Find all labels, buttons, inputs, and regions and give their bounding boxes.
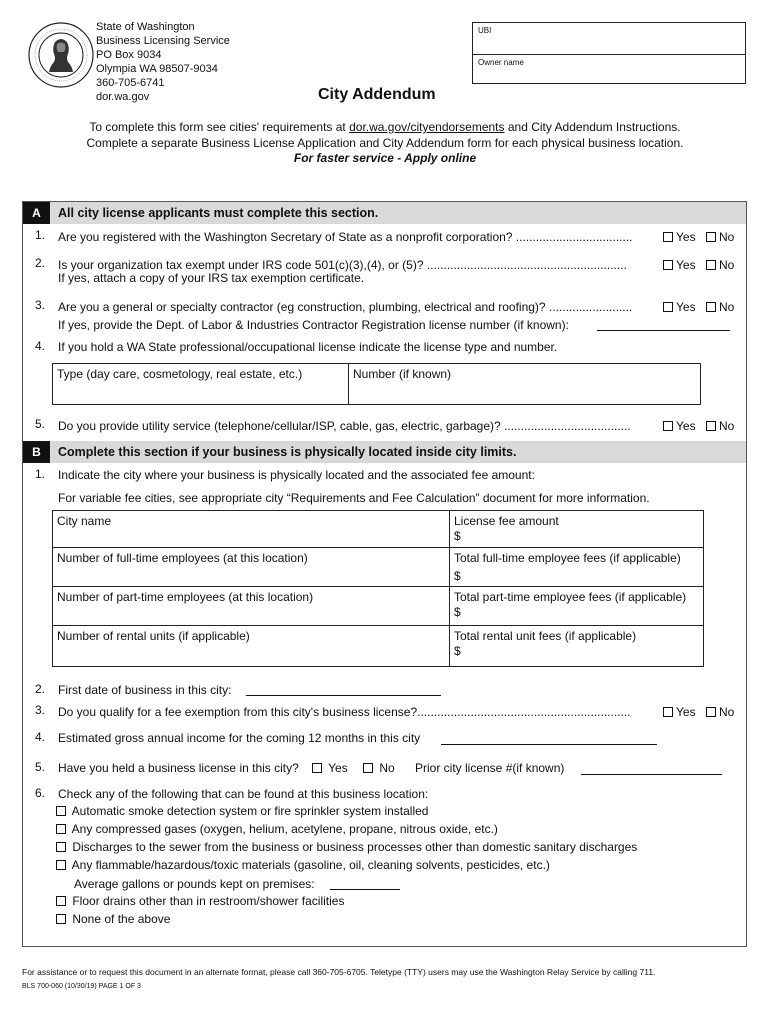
question-b6: Check any of the following that can be found at this business location: bbox=[58, 787, 429, 801]
full-time-employees-field[interactable] bbox=[52, 547, 450, 587]
b5-no-option[interactable] bbox=[363, 761, 395, 775]
section-b-letter: B bbox=[23, 441, 50, 463]
a1-yes-option[interactable] bbox=[663, 230, 696, 244]
intro-line-2: Complete a separate Business License Application and City Addendum form for each physical business location. bbox=[86, 136, 684, 150]
city-fee-table bbox=[52, 510, 704, 667]
question-number: 5. bbox=[35, 417, 46, 431]
b3-yes-checkbox[interactable] bbox=[663, 707, 673, 717]
ubi-owner-box bbox=[472, 22, 746, 84]
option-label: Automatic smoke detection system or fire sprinkler system installed bbox=[71, 804, 429, 818]
option-floor-drains[interactable] bbox=[56, 894, 344, 908]
option-smoke-detection[interactable] bbox=[56, 804, 428, 818]
owner-name-label: Owner name bbox=[478, 58, 524, 67]
question-number: 4. bbox=[35, 339, 46, 353]
section-a-letter: A bbox=[23, 202, 50, 224]
question-a2: Is your organization tax exempt under IRS code 501(c)(3),(4), or (5)? ............................................................ bbox=[58, 258, 627, 272]
no-label: No bbox=[719, 705, 735, 719]
b5-yes-option[interactable] bbox=[312, 761, 348, 775]
license-fee-label: License fee amount bbox=[454, 514, 559, 528]
intro-line-1 bbox=[0, 120, 770, 135]
dollar-sign: $ bbox=[454, 569, 461, 583]
option-checkbox[interactable] bbox=[56, 914, 66, 924]
b5-no-checkbox[interactable] bbox=[363, 763, 373, 773]
prior-license-label: Prior city license #(if known) bbox=[415, 761, 565, 775]
rental-units-label: Number of rental units (if applicable) bbox=[57, 629, 250, 643]
question-a3: Are you a general or specialty contractor (eg construction, plumbing, electrical and roofing)? ......................... bbox=[58, 300, 633, 314]
part-time-fees-label: Total part-time employee fees (if applicable) bbox=[454, 590, 687, 604]
intro-text: To complete this form see cities' requirements at bbox=[89, 120, 350, 134]
a1-yes-checkbox[interactable] bbox=[663, 232, 673, 242]
dollar-sign: $ bbox=[454, 529, 461, 543]
yes-label: Yes bbox=[676, 300, 696, 314]
no-label: No bbox=[719, 230, 735, 244]
a1-no-option[interactable] bbox=[706, 230, 734, 244]
question-number: 1. bbox=[35, 467, 46, 481]
a3-no-checkbox[interactable] bbox=[706, 302, 716, 312]
option-none[interactable] bbox=[56, 912, 170, 926]
a5-no-option[interactable] bbox=[706, 419, 734, 433]
contractor-license-field[interactable] bbox=[597, 316, 730, 331]
a2-yes-checkbox[interactable] bbox=[663, 260, 673, 270]
a1-no-checkbox[interactable] bbox=[706, 232, 716, 242]
section-b-title: Complete this section if your business is physically located inside city limits. bbox=[58, 445, 517, 459]
yes-label: Yes bbox=[676, 230, 696, 244]
rental-units-field[interactable] bbox=[52, 625, 450, 667]
no-label: No bbox=[719, 419, 735, 433]
question-a1: Are you registered with the Washington Secretary of State as a nonprofit corporation? ................................... bbox=[58, 230, 633, 244]
washington-state-seal-icon bbox=[28, 22, 94, 88]
yes-label: Yes bbox=[676, 258, 696, 272]
license-type-table bbox=[52, 363, 701, 405]
option-checkbox[interactable] bbox=[56, 860, 66, 870]
rental-fees-field[interactable] bbox=[449, 625, 704, 667]
question-b5: Have you held a business license in this city? bbox=[58, 761, 299, 775]
option-compressed-gases[interactable] bbox=[56, 822, 498, 836]
option-checkbox[interactable] bbox=[56, 806, 66, 816]
b5-yes-checkbox[interactable] bbox=[312, 763, 322, 773]
apply-online-text: For faster service - Apply online bbox=[293, 151, 477, 165]
agency-line: PO Box 9034 bbox=[96, 49, 162, 61]
a5-yes-checkbox[interactable] bbox=[663, 421, 673, 431]
agency-line: Business Licensing Service bbox=[96, 35, 230, 47]
form-number: BLS 700-060 (10/30/19) PAGE 1 OF 3 bbox=[22, 983, 141, 990]
gallons-field[interactable] bbox=[330, 875, 400, 890]
a5-no-checkbox[interactable] bbox=[706, 421, 716, 431]
question-b1: Indicate the city where your business is physically located and the associated fee amount: bbox=[58, 468, 535, 482]
no-label: No bbox=[719, 258, 735, 272]
option-label: None of the above bbox=[72, 912, 171, 926]
b3-no-option[interactable] bbox=[706, 705, 734, 719]
option-label: Floor drains other than in restroom/shower facilities bbox=[72, 894, 345, 908]
full-time-fees-field[interactable] bbox=[449, 547, 704, 587]
a3-no-option[interactable] bbox=[706, 300, 734, 314]
ubi-label: UBI bbox=[478, 26, 492, 35]
city-endorsements-link[interactable]: dor.wa.gov/cityendorsements bbox=[349, 120, 505, 134]
question-number: 4. bbox=[35, 730, 46, 744]
question-a3-note: If yes, provide the Dept. of Labor & Industries Contractor Registration license number (if known): bbox=[58, 318, 569, 332]
question-number: 6. bbox=[35, 786, 46, 800]
question-number: 3. bbox=[35, 703, 46, 717]
option-hazardous-materials[interactable] bbox=[56, 858, 550, 872]
a3-yes-option[interactable] bbox=[663, 300, 696, 314]
question-number: 1. bbox=[35, 228, 46, 242]
yes-label: Yes bbox=[676, 705, 696, 719]
question-a5: Do you provide utility service (telephone/cellular/ISP, cable, gas, electric, garbage)? ...................................... bbox=[58, 419, 631, 433]
no-label: No bbox=[379, 761, 395, 775]
owner-name-field[interactable] bbox=[473, 55, 745, 83]
question-number: 5. bbox=[35, 760, 46, 774]
option-checkbox[interactable] bbox=[56, 842, 66, 852]
option-label: Discharges to the sewer from the business or business processes other than domestic sanitary discharges bbox=[72, 840, 638, 854]
option-label: Any compressed gases (oxygen, helium, acetylene, propane, nitrous oxide, etc.) bbox=[71, 822, 498, 836]
part-time-fees-field[interactable] bbox=[449, 586, 704, 626]
agency-line: State of Washington bbox=[96, 21, 195, 33]
question-number: 3. bbox=[35, 298, 46, 312]
no-label: No bbox=[719, 300, 735, 314]
rental-fees-label: Total rental unit fees (if applicable) bbox=[454, 629, 637, 643]
option-checkbox[interactable] bbox=[56, 824, 66, 834]
prior-license-field[interactable] bbox=[581, 759, 722, 775]
question-b3: Do you qualify for a fee exemption from this city's business license?................................................................ bbox=[58, 705, 631, 719]
question-number: 2. bbox=[35, 682, 46, 696]
question-b1-note: For variable fee cities, see appropriate city “Requirements and Fee Calculation” document for more information. bbox=[58, 491, 650, 505]
agency-line: 360-705-6741 bbox=[96, 77, 165, 89]
part-time-employees-field[interactable] bbox=[52, 586, 450, 626]
license-number-field[interactable] bbox=[348, 363, 701, 405]
part-time-employees-label: Number of part-time employees (at this location) bbox=[57, 590, 314, 604]
gross-income-field[interactable] bbox=[441, 729, 657, 745]
dollar-sign: $ bbox=[454, 644, 461, 658]
assistance-note: For assistance or to request this document in an alternate format, please call 360-705-6705. Teletype (TTY) users may use the Washington Relay Service by calling 711. bbox=[22, 967, 656, 977]
a5-yes-option[interactable] bbox=[663, 419, 696, 433]
a2-no-checkbox[interactable] bbox=[706, 260, 716, 270]
question-a2-note: If yes, attach a copy of your IRS tax exemption certificate. bbox=[58, 271, 365, 285]
page-title: City Addendum bbox=[318, 86, 436, 103]
option-sewer-discharges[interactable] bbox=[56, 840, 637, 854]
license-number-label: Number (if known) bbox=[353, 367, 452, 381]
full-time-fees-label: Total full-time employee fees (if applicable) bbox=[454, 551, 681, 565]
agency-line: dor.wa.gov bbox=[96, 91, 150, 103]
option-checkbox[interactable] bbox=[56, 896, 66, 906]
agency-line: Olympia WA 98507-9034 bbox=[96, 63, 218, 75]
license-type-field[interactable] bbox=[52, 363, 349, 405]
option-label: Any flammable/hazardous/toxic materials (gasoline, oil, cleaning solvents, pesticides, etc.) bbox=[71, 858, 550, 872]
question-a4: If you hold a WA State professional/occupational license indicate the license type and number. bbox=[58, 340, 558, 354]
question-b2: First date of business in this city: bbox=[58, 683, 232, 697]
a3-yes-checkbox[interactable] bbox=[663, 302, 673, 312]
ubi-field[interactable] bbox=[473, 23, 745, 55]
dollar-sign: $ bbox=[454, 605, 461, 619]
first-date-field[interactable] bbox=[246, 680, 441, 696]
a2-yes-option[interactable] bbox=[663, 258, 696, 272]
license-fee-field[interactable] bbox=[449, 510, 704, 548]
section-a-title: All city license applicants must complete this section. bbox=[58, 206, 379, 220]
question-number: 2. bbox=[35, 256, 46, 270]
city-name-field[interactable] bbox=[52, 510, 450, 548]
intro-text: and City Addendum Instructions. bbox=[504, 120, 681, 134]
yes-label: Yes bbox=[328, 761, 348, 775]
a2-no-option[interactable] bbox=[706, 258, 734, 272]
agency-address bbox=[96, 20, 230, 104]
license-type-label: Type (day care, cosmetology, real estate, etc.) bbox=[57, 367, 303, 381]
yes-label: Yes bbox=[676, 419, 696, 433]
b3-yes-option[interactable] bbox=[663, 705, 696, 719]
b3-no-checkbox[interactable] bbox=[706, 707, 716, 717]
question-b4: Estimated gross annual income for the coming 12 months in this city bbox=[58, 731, 421, 745]
city-name-label: City name bbox=[57, 514, 112, 528]
gallons-label: Average gallons or pounds kept on premises: bbox=[74, 877, 315, 891]
full-time-employees-label: Number of full-time employees (at this location) bbox=[57, 551, 308, 565]
